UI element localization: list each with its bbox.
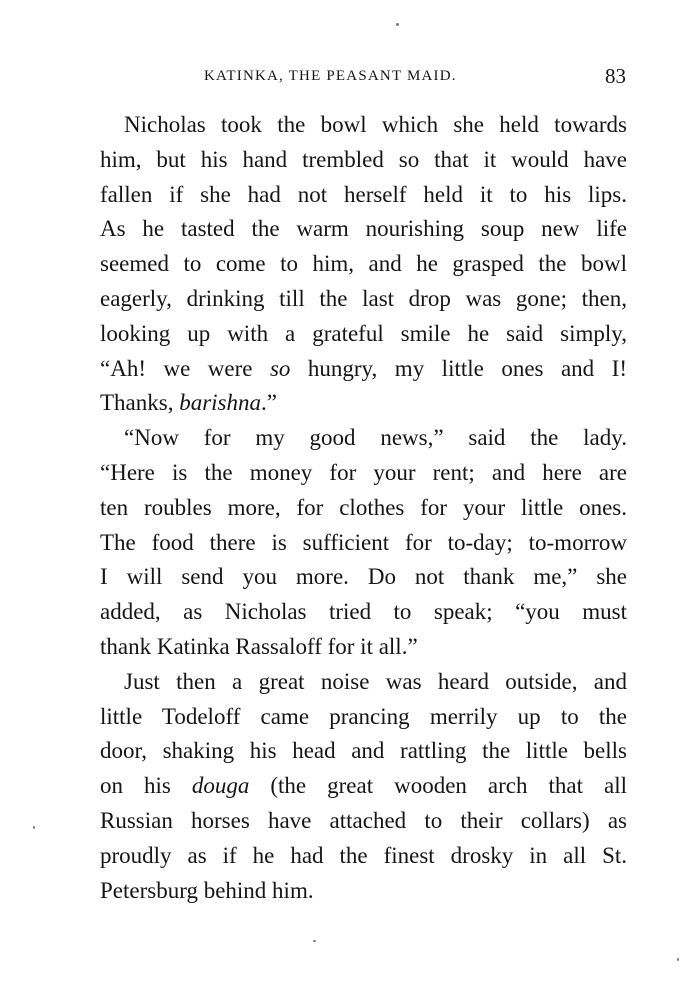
text-line: looking up with a grateful smile he said simply, [100,320,627,346]
text-line [100,352,627,387]
text-line: eagerly, drinking till the last drop was gone; then, [100,285,627,311]
italic-word: so [269,355,291,381]
paragraph-2 [100,421,627,665]
text-line: Just then a great noise was heard outside, and [124,668,627,694]
text-run: (the great wooden arch that all [249,773,627,799]
running-title: KATINKA, THE PEASANT MAID. [204,68,457,84]
print-speck [313,940,316,942]
text-line: Nicholas took the bowl which she held towards [124,112,627,137]
body-text [100,108,627,908]
running-header [100,64,628,90]
text-run: hungry, my little ones and I! [290,355,627,381]
text-run: on his [100,773,192,799]
text-line: “Here is the money for your rent; and here are [100,459,627,485]
text-line [100,769,627,804]
print-speck [33,826,35,829]
text-line: Russian horses have attached to their collars) as [100,807,627,833]
text-line: little Todeloff came prancing merrily up to the [100,703,627,729]
text-run: Thanks, [100,390,180,416]
text-line: I will send you more. Do not thank me,” she [100,564,627,590]
text-line [100,386,627,421]
text-line: As he tasted the warm nourishing soup new life [100,216,627,242]
paragraph-1 [100,108,627,421]
text-line: proudly as if he had the finest drosky in all St. [100,842,627,868]
text-line: him, but his hand trembled so that it would have [100,146,627,172]
text-line: added, as Nicholas tried to speak; “you must [100,599,627,625]
paragraph-3 [100,665,627,909]
print-speck [677,958,679,961]
italic-word: barishna [179,390,262,416]
text-line: thank Katinka Rassaloff for it all.” [100,633,418,659]
text-line: door, shaking his head and rattling the little bells [100,738,627,764]
text-line: “Now for my good news,” said the lady. [124,425,627,451]
text-run: “Ah! we were [100,355,270,381]
print-speck [396,23,399,26]
text-line: Petersburg behind him. [100,877,314,903]
italic-word: douga [191,773,250,799]
page-number: 83 [605,64,626,88]
text-run: .” [261,390,277,416]
text-line: fallen if she had not herself held it to his lips. [100,181,627,207]
text-line: seemed to come to him, and he grasped the bowl [100,251,627,277]
text-line: ten roubles more, for clothes for your little ones. [100,494,627,520]
text-line: The food there is sufficient for to-day; to-morrow [100,529,627,555]
